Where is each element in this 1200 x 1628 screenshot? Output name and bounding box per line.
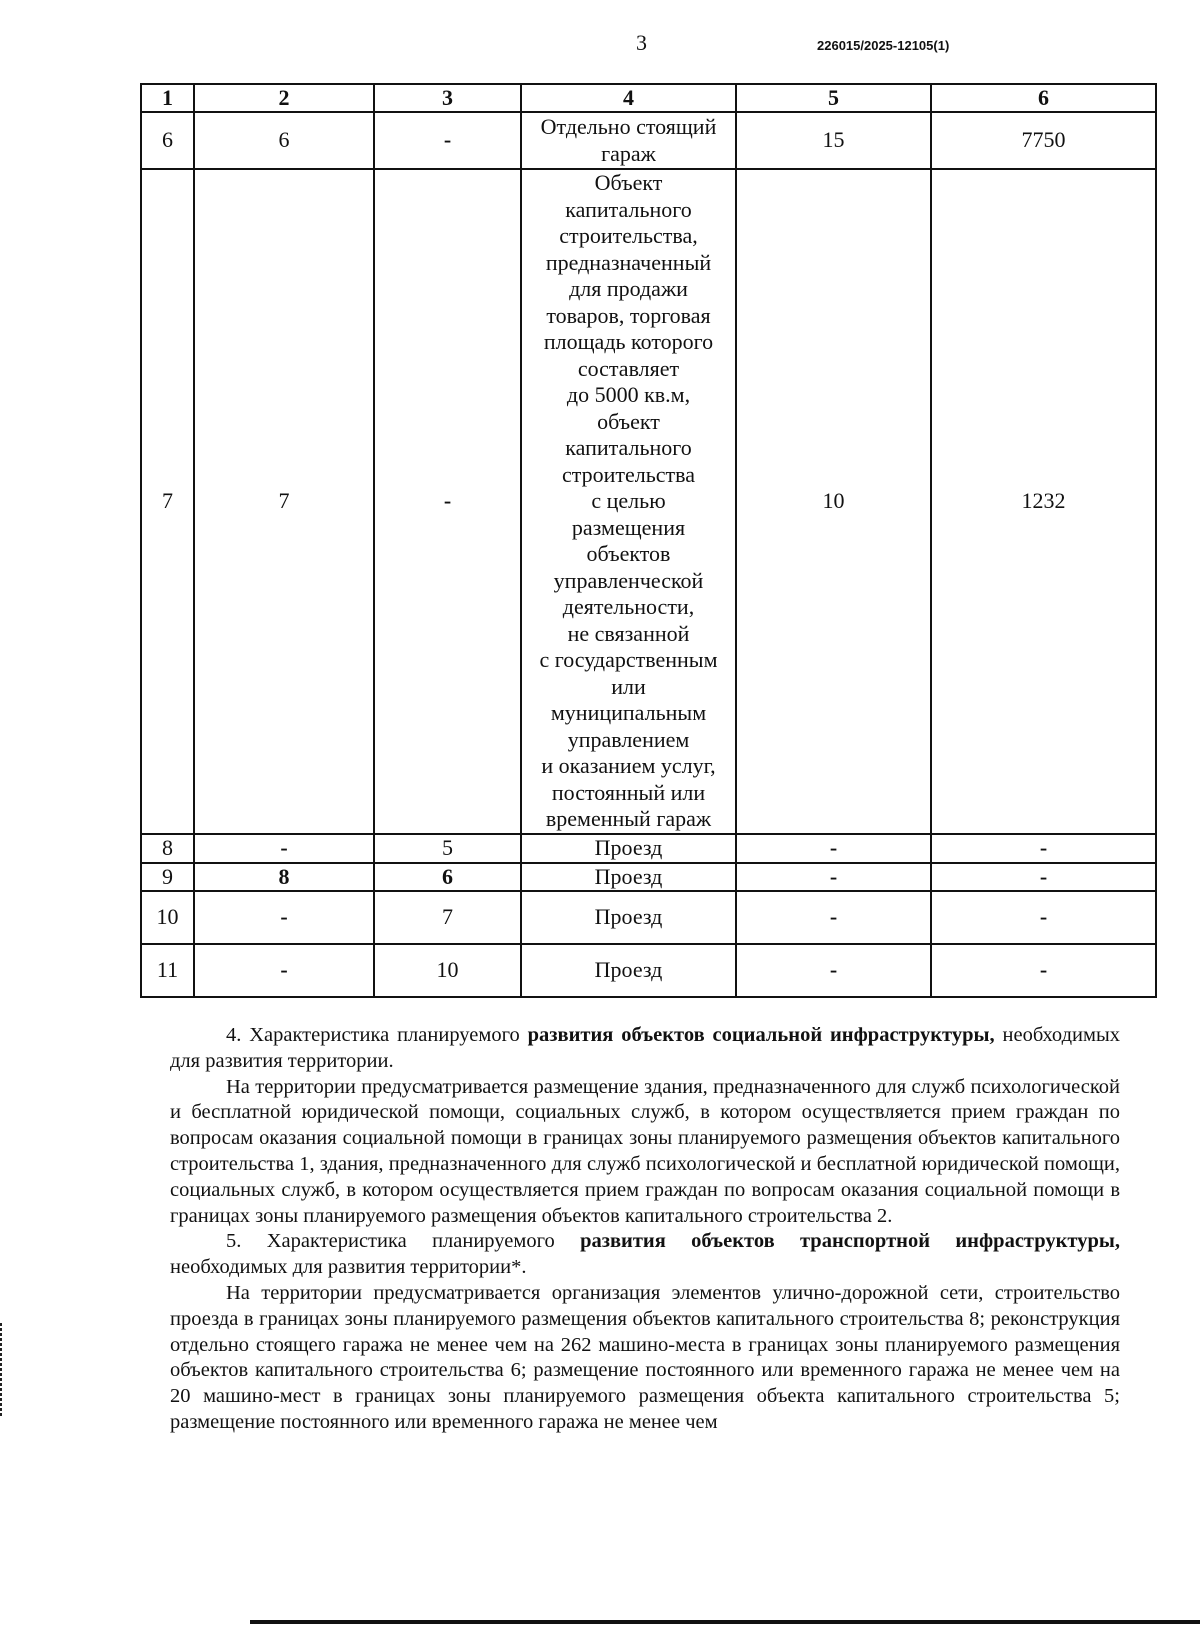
table-cell: 15 <box>736 112 931 169</box>
table-cell: - <box>931 863 1156 892</box>
cell-line: составляет <box>577 355 680 381</box>
column-header: 3 <box>374 84 521 112</box>
cell-line: до 5000 кв.м, <box>566 382 691 408</box>
table-cell: Проезд <box>521 944 736 997</box>
table-cell: Проезд <box>521 891 736 944</box>
table-cell: 7750 <box>931 112 1156 169</box>
table-cell: - <box>736 891 931 944</box>
cell-line: капитального <box>565 196 692 222</box>
column-header: 4 <box>521 84 736 112</box>
text-span: необходимых для развития территории. <box>170 1024 1120 1072</box>
column-header: 2 <box>194 84 374 112</box>
table-cell <box>521 112 736 169</box>
table-row <box>141 834 1156 863</box>
cell-line: объектов <box>586 541 671 567</box>
document-id: 226015/2025-12105(1) <box>817 38 950 53</box>
cell-line: строительства <box>561 461 696 487</box>
column-header: 5 <box>736 84 931 112</box>
cell-line: или <box>611 673 646 699</box>
table-cell: - <box>194 834 374 863</box>
text-span: необходимых для развития территории*. <box>170 1256 527 1279</box>
cell-line: капитального <box>565 435 692 461</box>
table-cell: - <box>931 891 1156 944</box>
body-text <box>170 1023 1120 1436</box>
table-cell: 10 <box>141 891 194 944</box>
cell-line: муниципальным <box>550 700 707 726</box>
cell-line: и оказанием услуг, <box>541 753 716 779</box>
cell-line: временный гараж <box>545 806 712 832</box>
cell-line: с государственным <box>539 647 718 673</box>
cell-line: размещения <box>571 514 686 540</box>
cell-line: Отдельно стоящий <box>540 114 717 139</box>
cell-line: площадь которого <box>543 329 714 355</box>
cell-line: предназначенный <box>545 249 712 275</box>
table-cell: 10 <box>736 169 931 834</box>
table-cell: - <box>931 834 1156 863</box>
table-cell: Проезд <box>521 834 736 863</box>
cell-line: деятельности, <box>562 594 695 620</box>
table-cell: 10 <box>374 944 521 997</box>
table-cell: 7 <box>374 891 521 944</box>
cell-line: постоянный или <box>551 779 706 805</box>
table-cell: - <box>931 944 1156 997</box>
table-cell: 1232 <box>931 169 1156 834</box>
table-cell: 8 <box>141 834 194 863</box>
cell-line: строительства, <box>559 223 698 249</box>
table-cell: 7 <box>141 169 194 834</box>
table-row <box>141 863 1156 892</box>
table-cell: 6 <box>141 112 194 169</box>
section-4-paragraph: На территории предусматривается размещение здания, предназначенного для служб психологической и бесплатной юридической помощи, социальных служб, в котором осуществляется прием граждан по вопросам оказания социальной помощи в границах зоны планируемого размещения объектов капитального строительства 1, здания, предназначенного для служб психологической и бесплатной юридической помощи, социальных служб, в котором осуществляется прием граждан по вопросам оказания социальной помощи в границах зоны планируемого размещения объектов капитального строительства 2. <box>170 1075 1120 1227</box>
table-row <box>141 944 1156 997</box>
column-header: 1 <box>141 84 194 112</box>
text-span: 5. Характеристика планируемого <box>226 1230 581 1253</box>
section-5-heading <box>170 1229 1120 1281</box>
table-cell: - <box>194 891 374 944</box>
table-cell-description <box>521 169 736 834</box>
table-cell: - <box>736 944 931 997</box>
scan-edge-mark <box>0 1323 2 1418</box>
table-cell: 11 <box>141 944 194 997</box>
cell-line: Объект <box>594 170 663 196</box>
table-cell: 6 <box>194 112 374 169</box>
bold-text: развития объектов транспортной инфраструктуры, <box>580 1230 1121 1253</box>
cell-line: гараж <box>601 140 656 166</box>
cell-line: для продажи <box>569 276 688 302</box>
bold-text: развития объектов социальной инфраструктуры, <box>527 1024 995 1046</box>
table-row <box>141 891 1156 944</box>
table-header-row <box>141 84 1156 112</box>
table-row <box>141 169 1156 834</box>
table-cell: - <box>374 169 521 834</box>
cell-line: управленческой <box>553 567 704 593</box>
table-cell: - <box>194 944 374 997</box>
table-cell: 8 <box>194 863 374 892</box>
table-cell: - <box>374 112 521 169</box>
table-cell: - <box>736 834 931 863</box>
cell-line: товаров, торговая <box>546 302 711 328</box>
table-cell: 7 <box>194 169 374 834</box>
table-cell: 6 <box>374 863 521 892</box>
section-4-heading <box>170 1023 1120 1075</box>
bottom-rule <box>250 1620 1200 1624</box>
column-header: 6 <box>931 84 1156 112</box>
table-cell: Проезд <box>521 863 736 892</box>
page-number: 3 <box>636 30 647 55</box>
cell-line: не связанной <box>567 620 690 646</box>
table-cell: 5 <box>374 834 521 863</box>
cell-line: объект <box>597 408 660 434</box>
data-table <box>140 83 1157 998</box>
table-row <box>141 112 1156 169</box>
table-cell: 9 <box>141 863 194 892</box>
table-cell: - <box>736 863 931 892</box>
cell-line: управлением <box>567 726 690 752</box>
section-5-paragraph: На территории предусматривается организация элементов улично-дорожной сети, строительство проезда в границах зоны планируемого размещения объектов капитального строительства 8; реконструкция отдельно стоящего гаража не менее чем на 262 машино-места в границах зоны планируемого размещения объектов капитального строительства 6; размещение постоянного или временного гаража не менее чем на 20 машино-мест в границах зоны планируемого размещения объекта капитального строительства 5; размещение постоянного или временного гаража не менее чем <box>170 1281 1120 1433</box>
text-span: 4. Характеристика планируемого <box>226 1024 528 1046</box>
cell-line: с целью <box>591 488 666 514</box>
